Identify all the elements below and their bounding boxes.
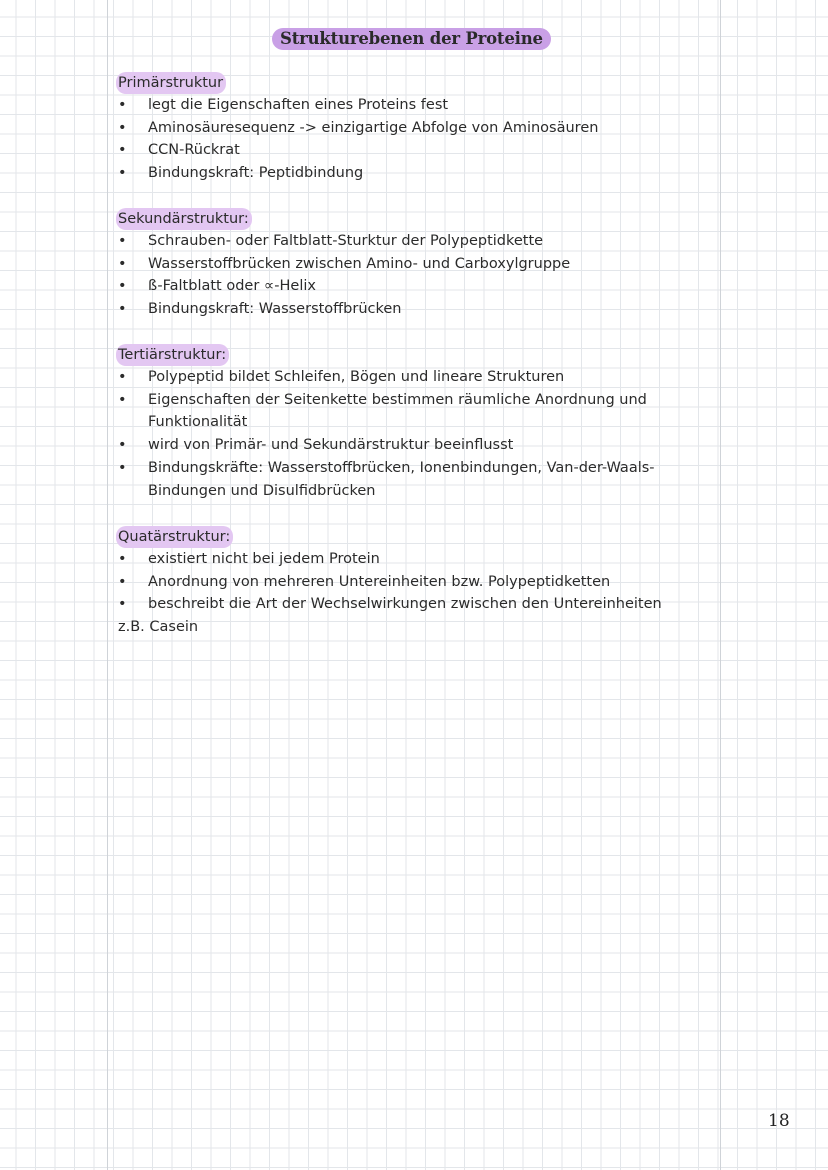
example-note: z.B. Casein (118, 619, 199, 636)
section-sekundaerstruktur (118, 208, 678, 321)
page-number: 18 (768, 1111, 790, 1131)
list-item: • Polypeptid bildet Schleifen, Bögen und lineare Strukturen (118, 366, 678, 389)
section-heading: Sekundärstruktur: (116, 208, 252, 230)
list-item: • wird von Primär- und Sekundärstruktur beeinflusst (118, 434, 678, 457)
list-item: • ß-Faltblatt oder ∝-Helix (118, 275, 678, 298)
section-heading: Primärstruktur (116, 72, 226, 94)
list-item: • legt die Eigenschaften eines Proteins fest (118, 94, 678, 117)
bullet-list (118, 230, 678, 321)
left-margin-line (107, 0, 108, 1170)
bullet-list (118, 94, 678, 185)
section-heading: Quatärstruktur: (116, 526, 233, 548)
bullet-list (118, 366, 678, 502)
list-item: • Bindungskraft: Peptidbindung (118, 162, 678, 185)
list-item: • Bindungskraft: Wasserstoffbrücken (118, 298, 678, 321)
list-item: • Anordnung von mehreren Untereinheiten bzw. Polypeptidketten (118, 571, 678, 594)
list-item: • Schrauben- oder Faltblatt-Sturktur der Polypeptidkette (118, 230, 678, 253)
section-tertiaerstruktur (118, 344, 678, 502)
right-margin-line (720, 0, 721, 1170)
section-heading: Tertiärstruktur: (116, 344, 229, 366)
list-item: • Eigenschaften der Seitenkette bestimmen räumliche Anordnung und Funktionalität (118, 389, 678, 434)
list-item: • beschreibt die Art der Wechselwirkungen zwischen den Untereinheiten (118, 593, 678, 616)
list-item: • Bindungskräfte: Wasserstoffbrücken, Ionenbindungen, Van-der-Waals-Bindungen und Disulfidbrücken (118, 457, 678, 502)
list-item: • Aminosäuresequenz -> einzigartige Abfolge von Aminosäuren (118, 117, 678, 140)
list-item: • existiert nicht bei jedem Protein (118, 548, 678, 571)
list-item: • CCN-Rückrat (118, 139, 678, 162)
bullet-list (118, 548, 678, 616)
page-title: Strukturebenen der Proteine (272, 28, 551, 50)
section-quataerstruktur (118, 526, 678, 639)
list-item: • Wasserstoffbrücken zwischen Amino- und Carboxylgruppe (118, 253, 678, 276)
section-primaerstruktur (118, 72, 678, 185)
